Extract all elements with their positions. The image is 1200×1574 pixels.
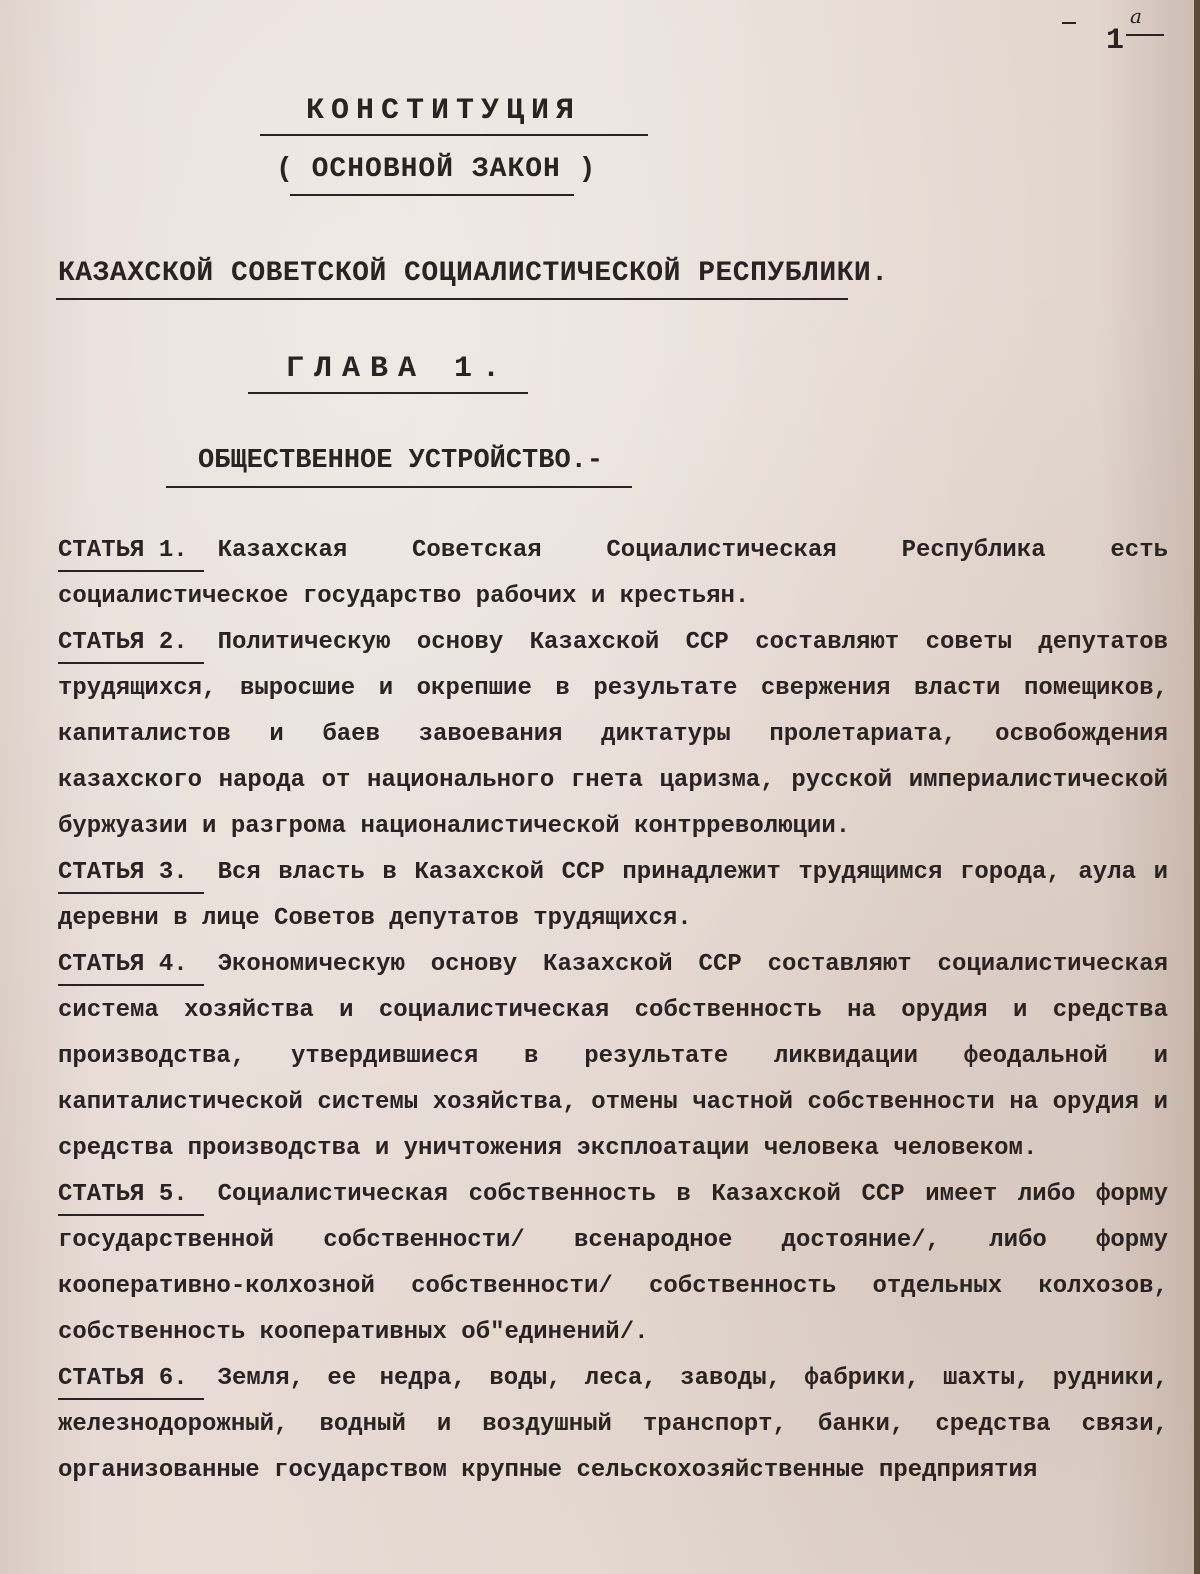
article-text: Казахская Советская Социалистическая Республика есть социалистическое государство рабочих и крестьян.: [58, 537, 1168, 610]
article-5: [58, 1172, 1168, 1356]
chapter-underline: [248, 392, 528, 394]
article-text: Земля, ее недра, воды, леса, заводы, фабрики, шахты, рудники, железнодорожный, водный и воздушный транспорт, банки, средства связи, организованные государством крупные сельскохозяйственные предприятия: [58, 1365, 1168, 1484]
page-number: 1: [1106, 24, 1125, 58]
article-6: [58, 1356, 1168, 1494]
article-text: Вся власть в Казахской ССР принадлежит трудящимся города, аула и деревни в лице Советов депутатов трудящихся.: [58, 859, 1168, 932]
page-number-superscript: a: [1130, 4, 1142, 28]
chapter-title: ОБЩЕСТВЕННОЕ УСТРОЙСТВО.-: [198, 446, 604, 476]
document-subtitle: ( ОСНОВНОЙ ЗАКОН ): [276, 154, 597, 185]
article-label: СТАТЬЯ 4.: [58, 946, 204, 986]
title-underline: [260, 134, 648, 136]
republic-underline: [56, 298, 848, 300]
article-1: [58, 528, 1168, 620]
article-text: Политическую основу Казахской ССР составляют советы депутатов трудящихся, выросшие и окрепшие в результате свержения власти помещиков, капиталистов и баев завоевания диктатуры пролетариата, освобождения казахского народа от национального гнета царизма, русской империалистической буржуазии и разгрома националистической контрреволюции.: [58, 629, 1168, 840]
article-label: СТАТЬЯ 2.: [58, 624, 204, 664]
article-text: Экономическую основу Казахской ССР составляют социалистическая система хозяйства и социалистическая собственность на орудия и средства производства, утвердившиеся в результате ликвидации феодальной и капиталистической системы хозяйства, отмены частной собственности на орудия и средства производства и уничтожения эксплоатации человека человеком.: [58, 951, 1168, 1162]
article-3: [58, 850, 1168, 942]
article-label: СТАТЬЯ 6.: [58, 1360, 204, 1400]
chapter-title-underline: [166, 486, 632, 488]
article-label: СТАТЬЯ 3.: [58, 854, 204, 894]
article-label: СТАТЬЯ 1.: [58, 532, 204, 572]
chapter-heading: ГЛАВА 1.: [286, 352, 511, 386]
article-label: СТАТЬЯ 5.: [58, 1176, 204, 1216]
page-number-underline: [1126, 34, 1164, 36]
page-number-dash: [1062, 22, 1076, 24]
article-text: Социалистическая собственность в Казахской ССР имеет либо форму государственной собственности/ всенародное достояние/, либо форму кооперативно-колхозной собственности/ собственность отдельных колхозов, собственность кооперативных об"единений/.: [58, 1181, 1168, 1346]
document-title: КОНСТИТУЦИЯ: [306, 94, 582, 128]
article-2: [58, 620, 1168, 850]
republic-name: КАЗАХСКОЙ СОВЕТСКОЙ СОЦИАЛИСТИЧЕСКОЙ РЕСПУБЛИКИ.: [58, 258, 889, 289]
articles-body: [58, 528, 1168, 1494]
article-4: [58, 942, 1168, 1172]
subtitle-underline: [290, 194, 574, 196]
